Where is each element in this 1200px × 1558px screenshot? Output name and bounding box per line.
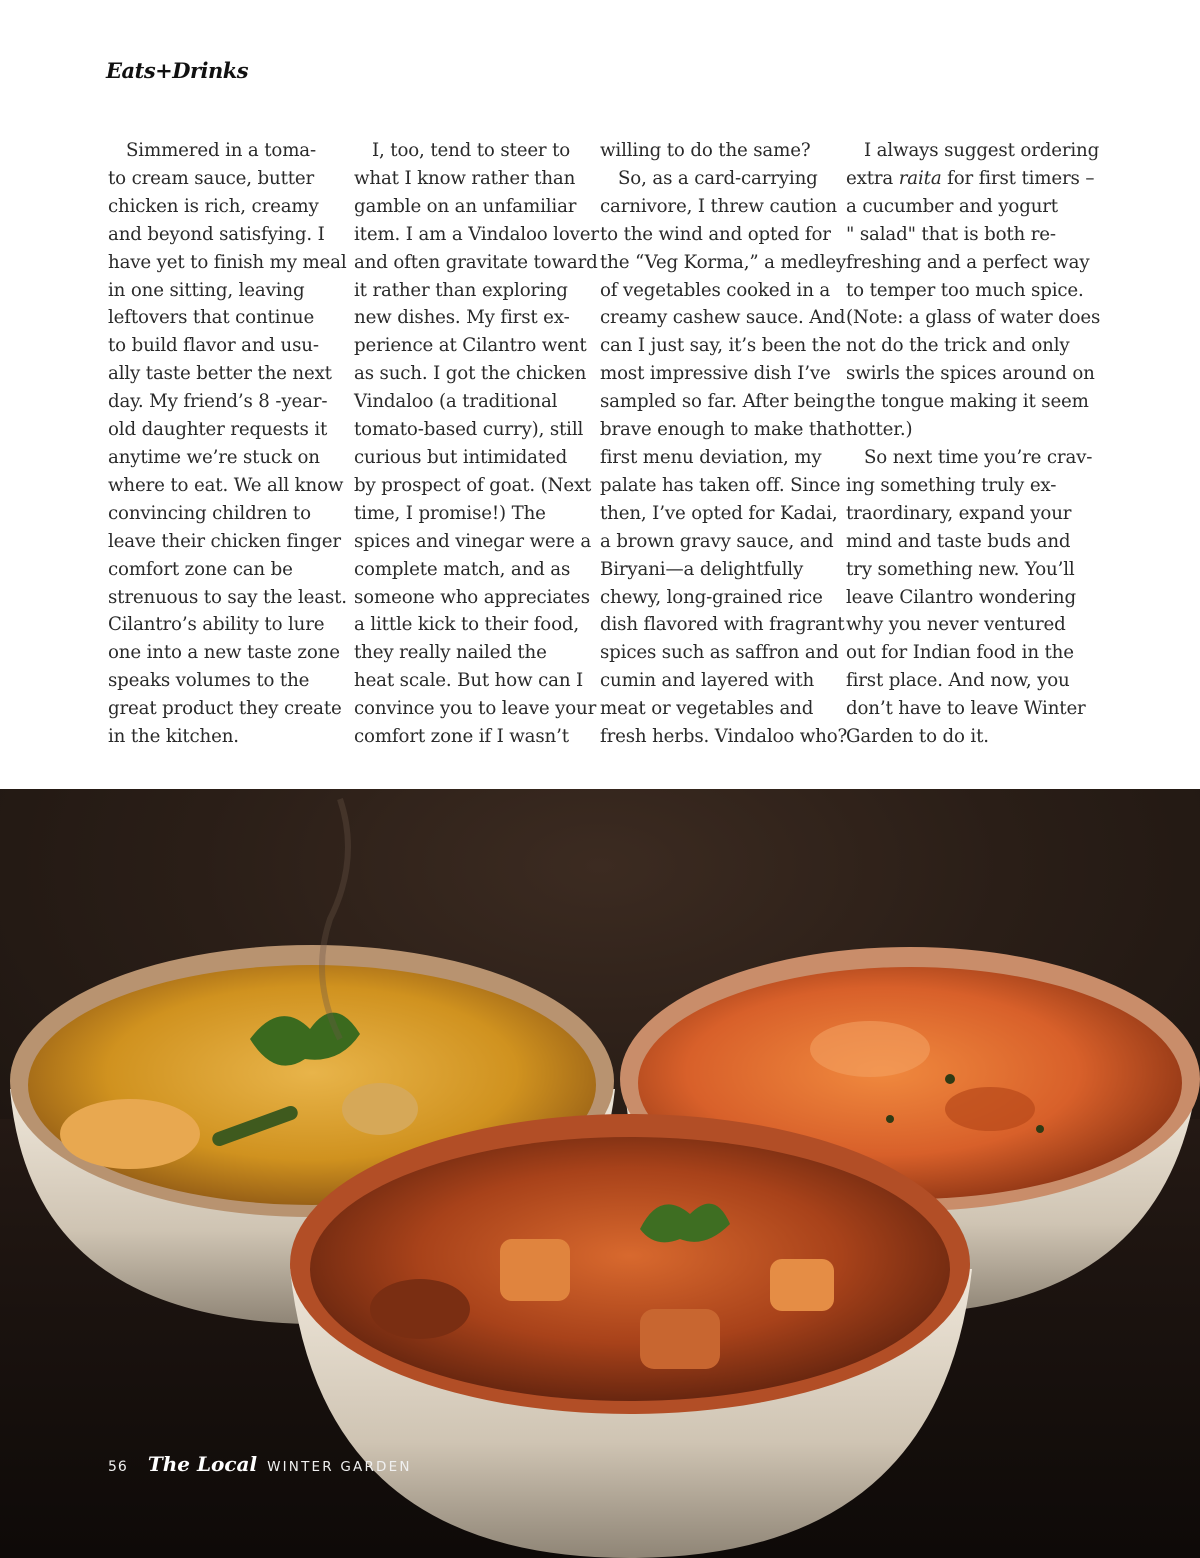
section-heading: Eats+Drinks (106, 58, 249, 83)
article-body (0, 137, 1200, 757)
text-line: a cucumber and yogurt (846, 195, 1058, 217)
text-line: I always suggest ordering (864, 140, 1100, 161)
text-line: Biryani—a delightfully (600, 558, 804, 580)
text-line: to cream sauce, butter (108, 167, 315, 189)
text-line: brave enough to make that (600, 419, 846, 441)
text-line: don’t have to leave Winter (846, 698, 1086, 720)
text-line: the tongue making it seem (846, 391, 1089, 413)
text-line: comfort zone can be (108, 558, 293, 580)
text-line: to build flavor and usu- (108, 335, 319, 357)
text-line: item. I am a Vindaloo lover (354, 223, 599, 245)
text-line: So next time you’re crav- (864, 446, 1093, 468)
article-column-3 (600, 137, 848, 751)
text-line: tomato-based curry), still (354, 419, 584, 441)
text-line: freshing and a perfect way (846, 251, 1090, 273)
text-line (846, 165, 1095, 193)
text-line: leave Cilantro wondering (846, 586, 1076, 608)
text-line: meat or vegetables and (600, 698, 814, 720)
text-run: extra (846, 167, 899, 189)
text-line: comfort zone if I wasn’t (354, 726, 569, 748)
text-line: speaks volumes to the (108, 670, 310, 692)
paragraph (846, 137, 1101, 751)
text-line: can I just say, it’s been the (600, 335, 841, 357)
text-line: ing something truly ex- (846, 474, 1057, 496)
text-line: have yet to finish my meal (108, 251, 347, 273)
text-line: then, I’ve opted for Kadai, (600, 502, 838, 524)
text-line: traordinary, expand your (846, 502, 1072, 524)
text-line: gamble on an unfamiliar (354, 195, 577, 217)
curry-bowls-illustration (0, 789, 1200, 1558)
text-line: it rather than exploring (354, 279, 568, 301)
text-line: day. My friend’s 8 -year- (108, 391, 328, 413)
text-line: palate has taken off. Since (600, 474, 841, 496)
text-line: and beyond satisfying. I (108, 223, 325, 245)
text-line: old daughter requests it (108, 419, 328, 441)
text-line: not do the trick and only (846, 335, 1070, 357)
text-line: chicken is rich, creamy (108, 195, 319, 217)
emphasis-raita: raita (898, 167, 942, 189)
text-line: cumin and layered with (600, 670, 815, 692)
text-line: convince you to leave your (354, 698, 597, 720)
text-line: most impressive dish I’ve (600, 363, 831, 385)
text-line: " salad" that is both re- (846, 223, 1056, 245)
text-line: willing to do the same? (600, 140, 811, 161)
text-line: time, I promise!) The (354, 502, 546, 524)
text-line: in one sitting, leaving (108, 279, 305, 301)
text-line: to temper too much spice. (846, 279, 1084, 301)
text-line: curious but intimidated (354, 446, 568, 468)
text-line: out for Indian food in the (846, 642, 1074, 664)
text-line: by prospect of goat. (Next (354, 474, 592, 496)
curry-bowls-photo (0, 789, 1200, 1558)
text-line: anytime we’re stuck on (108, 446, 320, 468)
text-line: and often gravitate toward (354, 251, 598, 273)
text-line: hotter.) (846, 419, 913, 441)
article-column-1 (108, 137, 348, 751)
text-line: one into a new taste zone (108, 642, 340, 664)
text-line: where to eat. We all know (108, 474, 344, 496)
paragraph (108, 137, 348, 751)
text-line: why you never ventured (846, 614, 1066, 636)
text-line: Vindaloo (a traditional (354, 391, 558, 413)
text-line: creamy cashew sauce. And (600, 307, 846, 329)
text-line: in the kitchen. (108, 726, 239, 748)
text-line: swirls the spices around on (846, 363, 1095, 385)
text-line: sampled so far. After being (600, 391, 845, 413)
text-line: chewy, long-grained rice (600, 586, 823, 608)
article-column-2 (354, 137, 599, 751)
text-line: fresh herbs. Vindaloo who? (600, 726, 848, 748)
text-line: So, as a card-carrying (618, 167, 818, 189)
magazine-name: The Local (147, 1452, 258, 1476)
text-line: mind and taste buds and (846, 530, 1071, 552)
text-line: ally taste better the next (108, 363, 332, 385)
text-line: great product they create (108, 698, 342, 720)
paragraph (354, 137, 599, 751)
text-line: carnivore, I threw caution (600, 195, 837, 217)
text-line: leave their chicken finger (108, 530, 341, 552)
text-line: as such. I got the chicken (354, 363, 587, 385)
text-line: I, too, tend to steer to (372, 140, 571, 161)
text-line: a little kick to their food, (354, 614, 580, 636)
text-line: they really nailed the (354, 642, 547, 664)
text-line: Simmered in a toma- (126, 140, 316, 161)
paragraph (600, 137, 848, 751)
article-column-4 (846, 137, 1101, 751)
page-footer (108, 1452, 412, 1492)
text-line: a brown gravy sauce, and (600, 530, 834, 552)
text-line: of vegetables cooked in a (600, 279, 831, 301)
text-line: convincing children to (108, 502, 311, 524)
text-line: spices and vinegar were a (354, 530, 592, 552)
text-line: try something new. You’ll (846, 558, 1075, 580)
text-line: leftovers that continue (108, 307, 315, 329)
edition-name: WINTER GARDEN (267, 1459, 412, 1475)
text-line: dish flavored with fragrant (600, 614, 845, 636)
text-line: Garden to do it. (846, 726, 989, 748)
text-line: first menu deviation, my (600, 446, 822, 468)
text-line: complete match, and as (354, 558, 571, 580)
text-line: someone who appreciates (354, 586, 590, 608)
text-line: perience at Cilantro went (354, 335, 587, 357)
text-line: first place. And now, you (846, 670, 1070, 692)
text-line: what I know rather than (354, 167, 576, 189)
text-line: the “Veg Korma,” a medley (600, 251, 847, 273)
text-line: spices such as saffron and (600, 642, 839, 664)
text-line: Cilantro’s ability to lure (108, 614, 325, 636)
text-line: to the wind and opted for (600, 223, 831, 245)
text-run: for first timers – (941, 167, 1095, 189)
text-line: heat scale. But how can I (354, 670, 584, 692)
text-line: (Note: a glass of water does (846, 307, 1101, 329)
text-line: strenuous to say the least. (108, 586, 347, 608)
page-number: 56 (108, 1459, 128, 1475)
text-line: new dishes. My first ex- (354, 307, 570, 329)
